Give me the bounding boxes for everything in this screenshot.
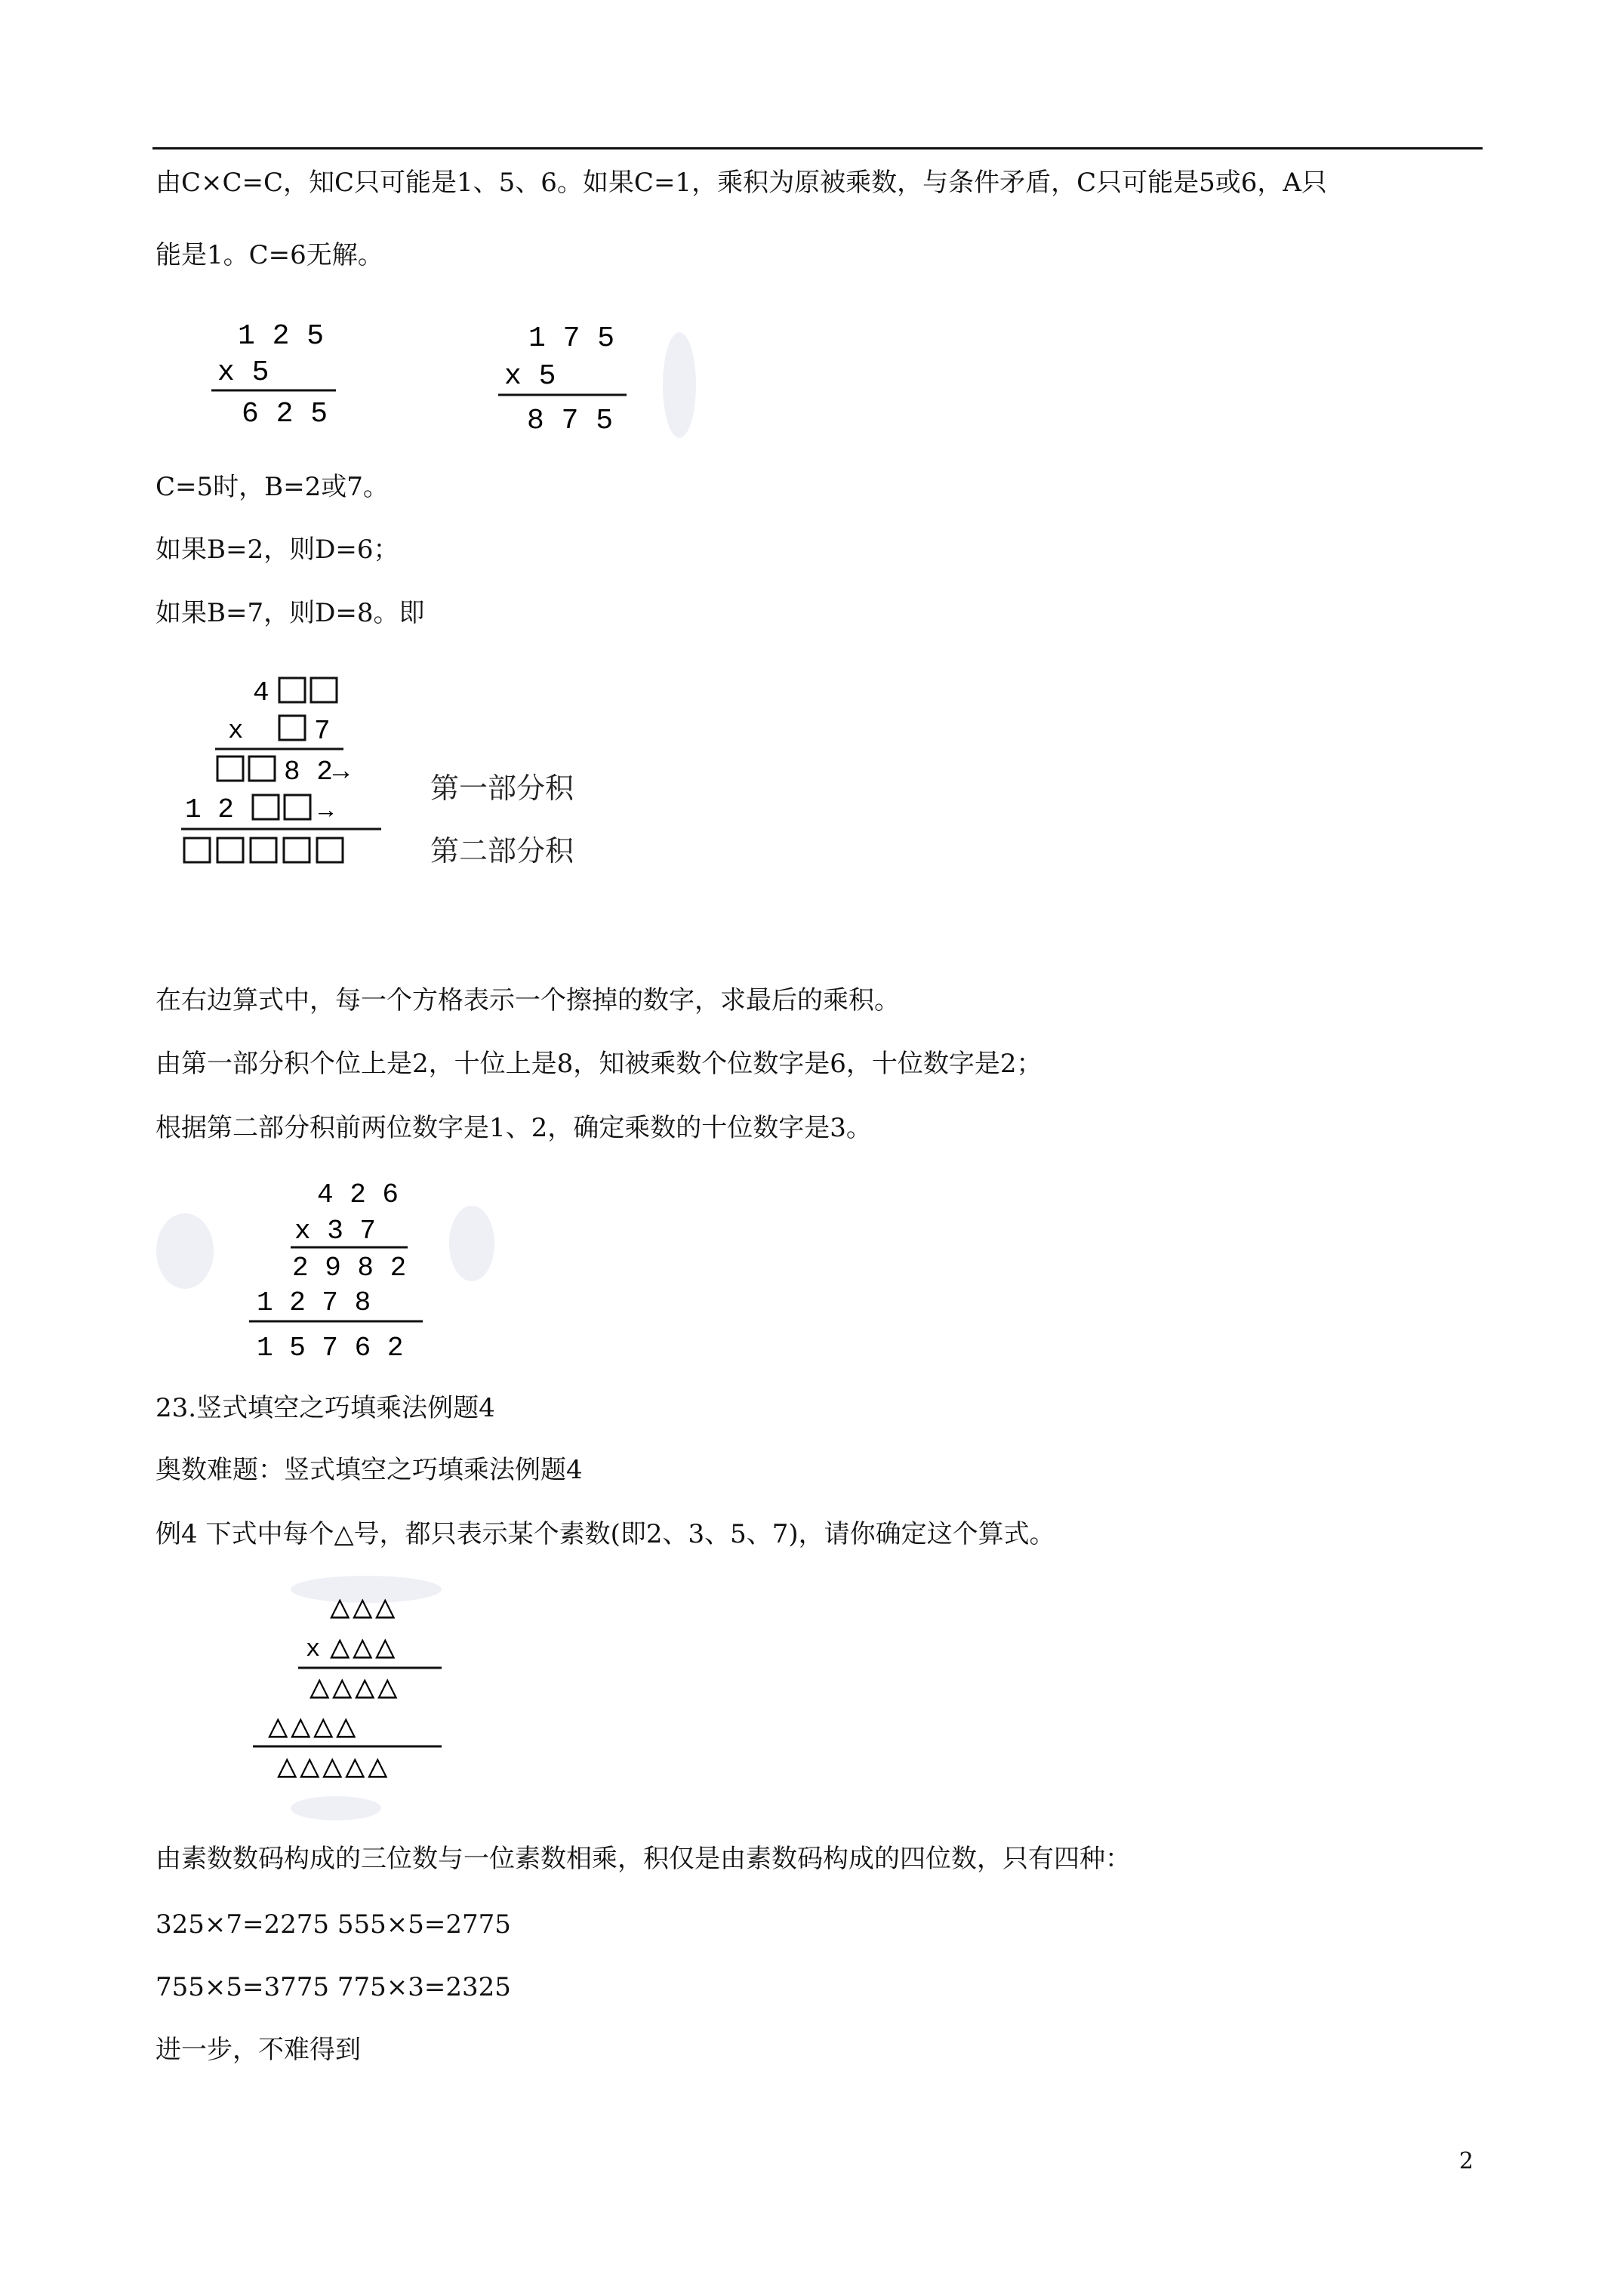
triangle-symbol: △	[377, 1670, 398, 1708]
triangle-symbol: △	[332, 1670, 353, 1708]
times-sign: x	[306, 1635, 321, 1663]
triangle-symbol: △	[330, 1630, 350, 1668]
label-second-partial: 第二部分积	[430, 834, 574, 868]
header-rule	[152, 147, 1483, 149]
answer-row: 4 2 6	[317, 1179, 399, 1210]
puzzle-digit: 7	[314, 716, 331, 747]
puzzle-digits: 1 2	[185, 794, 234, 825]
text-line: 在右边算式中，每一个方格表示一个擦掉的数字，求最后的乘积。	[156, 985, 900, 1015]
calc-top: 1 7 5	[528, 322, 615, 355]
triangle-symbol: △	[322, 1749, 343, 1787]
triangle-symbol: △	[277, 1749, 297, 1787]
page-number: 2	[1458, 2148, 1474, 2174]
times-sign: x	[228, 717, 244, 746]
blank-box	[249, 757, 275, 781]
blank-box	[317, 838, 343, 862]
blank-box	[184, 838, 210, 862]
decorative-petal	[291, 1796, 381, 1820]
triangle-symbol: △	[330, 1590, 350, 1628]
triangle-symbol: △	[355, 1670, 375, 1708]
arrow: →	[319, 797, 334, 825]
calc-top: 1 2 5	[238, 320, 325, 353]
triangle-symbol: △	[353, 1590, 373, 1628]
answer-row: 1 5 7 6 2	[257, 1333, 404, 1364]
text-line: 奥数难题：竖式填空之巧填乘法例题4	[156, 1455, 583, 1485]
triangle-symbol: △	[291, 1709, 311, 1747]
label-first-partial: 第一部分积	[430, 772, 574, 805]
answer-row: x 3 7	[294, 1216, 377, 1247]
blank-box	[251, 838, 276, 862]
triangle-symbol: △	[310, 1670, 330, 1708]
multiplication-figure-125x5	[204, 302, 355, 448]
text-line: 进一步，不难得到	[156, 2035, 361, 2065]
text-line: 根据第二部分积前两位数字是1、2，确定乘数的十位数字是3。	[156, 1113, 872, 1143]
calc-mid: x 5	[217, 356, 269, 389]
puzzle-digits: 8 2→	[284, 757, 350, 787]
section-heading: 23.竖式填空之巧填乘法例题4	[156, 1393, 495, 1423]
blank-box	[253, 795, 279, 819]
triangle-symbol: △	[375, 1630, 396, 1668]
triangle-multiplication-figure	[253, 1574, 472, 1826]
blank-box	[285, 795, 310, 819]
puzzle-digit: 4	[253, 677, 269, 708]
blank-box	[217, 838, 243, 862]
calc-result: 6 2 5	[242, 398, 328, 430]
triangle-symbol: △	[313, 1709, 334, 1747]
text-line: 由第一部分积个位上是2，十位上是8，知被乘数个位数字是6，十位数字是2；	[156, 1049, 1042, 1079]
triangle-symbol: △	[353, 1630, 373, 1668]
answer-426x37-figure	[155, 1172, 502, 1371]
calc-result: 8 7 5	[527, 405, 614, 437]
text-line: 由素数数码构成的三位数与一位素数相乘，积仅是由素数码构成的四位数，只有四种：	[156, 1844, 1131, 1874]
blank-box	[217, 757, 243, 781]
triangle-symbol: △	[300, 1749, 320, 1787]
triangle-symbol: △	[375, 1590, 396, 1628]
text-line: 325×7=2275 555×5=2775	[156, 1909, 511, 1940]
answer-row: 2 9 8 2	[292, 1253, 407, 1284]
text-line: C=5时，B=2或7。	[156, 472, 389, 502]
decorative-petal	[156, 1213, 214, 1289]
triangle-symbol: △	[368, 1749, 388, 1787]
triangle-symbol: △	[345, 1749, 365, 1787]
calc-mid: x 5	[504, 360, 556, 393]
blank-box	[311, 678, 337, 702]
decorative-petal	[663, 332, 696, 438]
text-line: 如果B=7，则D=8。即	[156, 598, 425, 628]
answer-row: 1 2 7 8	[257, 1287, 371, 1318]
triangle-symbol: △	[268, 1709, 288, 1747]
text-line: 例4 下式中每个△号，都只表示某个素数(即2、3、5、7)，请你确定这个算式。	[156, 1519, 1055, 1549]
text-line: 由C×C=C，知C只可能是1、5、6。如果C=1，乘积为原被乘数，与条件矛盾，C只可能是5或6，A只	[156, 168, 1327, 198]
text-line: 755×5=3775 775×3=2325	[156, 1972, 511, 2002]
multiplication-figure-175x5	[491, 298, 702, 452]
blank-box	[279, 716, 305, 740]
triangle-symbol: △	[336, 1709, 356, 1747]
text-line: 如果B=2，则D=6；	[156, 535, 399, 565]
decorative-petal	[449, 1206, 494, 1281]
blank-box	[284, 838, 310, 862]
box-puzzle-figure	[174, 668, 627, 890]
blank-box	[279, 678, 305, 702]
text-line: 能是1。C=6无解。	[156, 240, 383, 270]
